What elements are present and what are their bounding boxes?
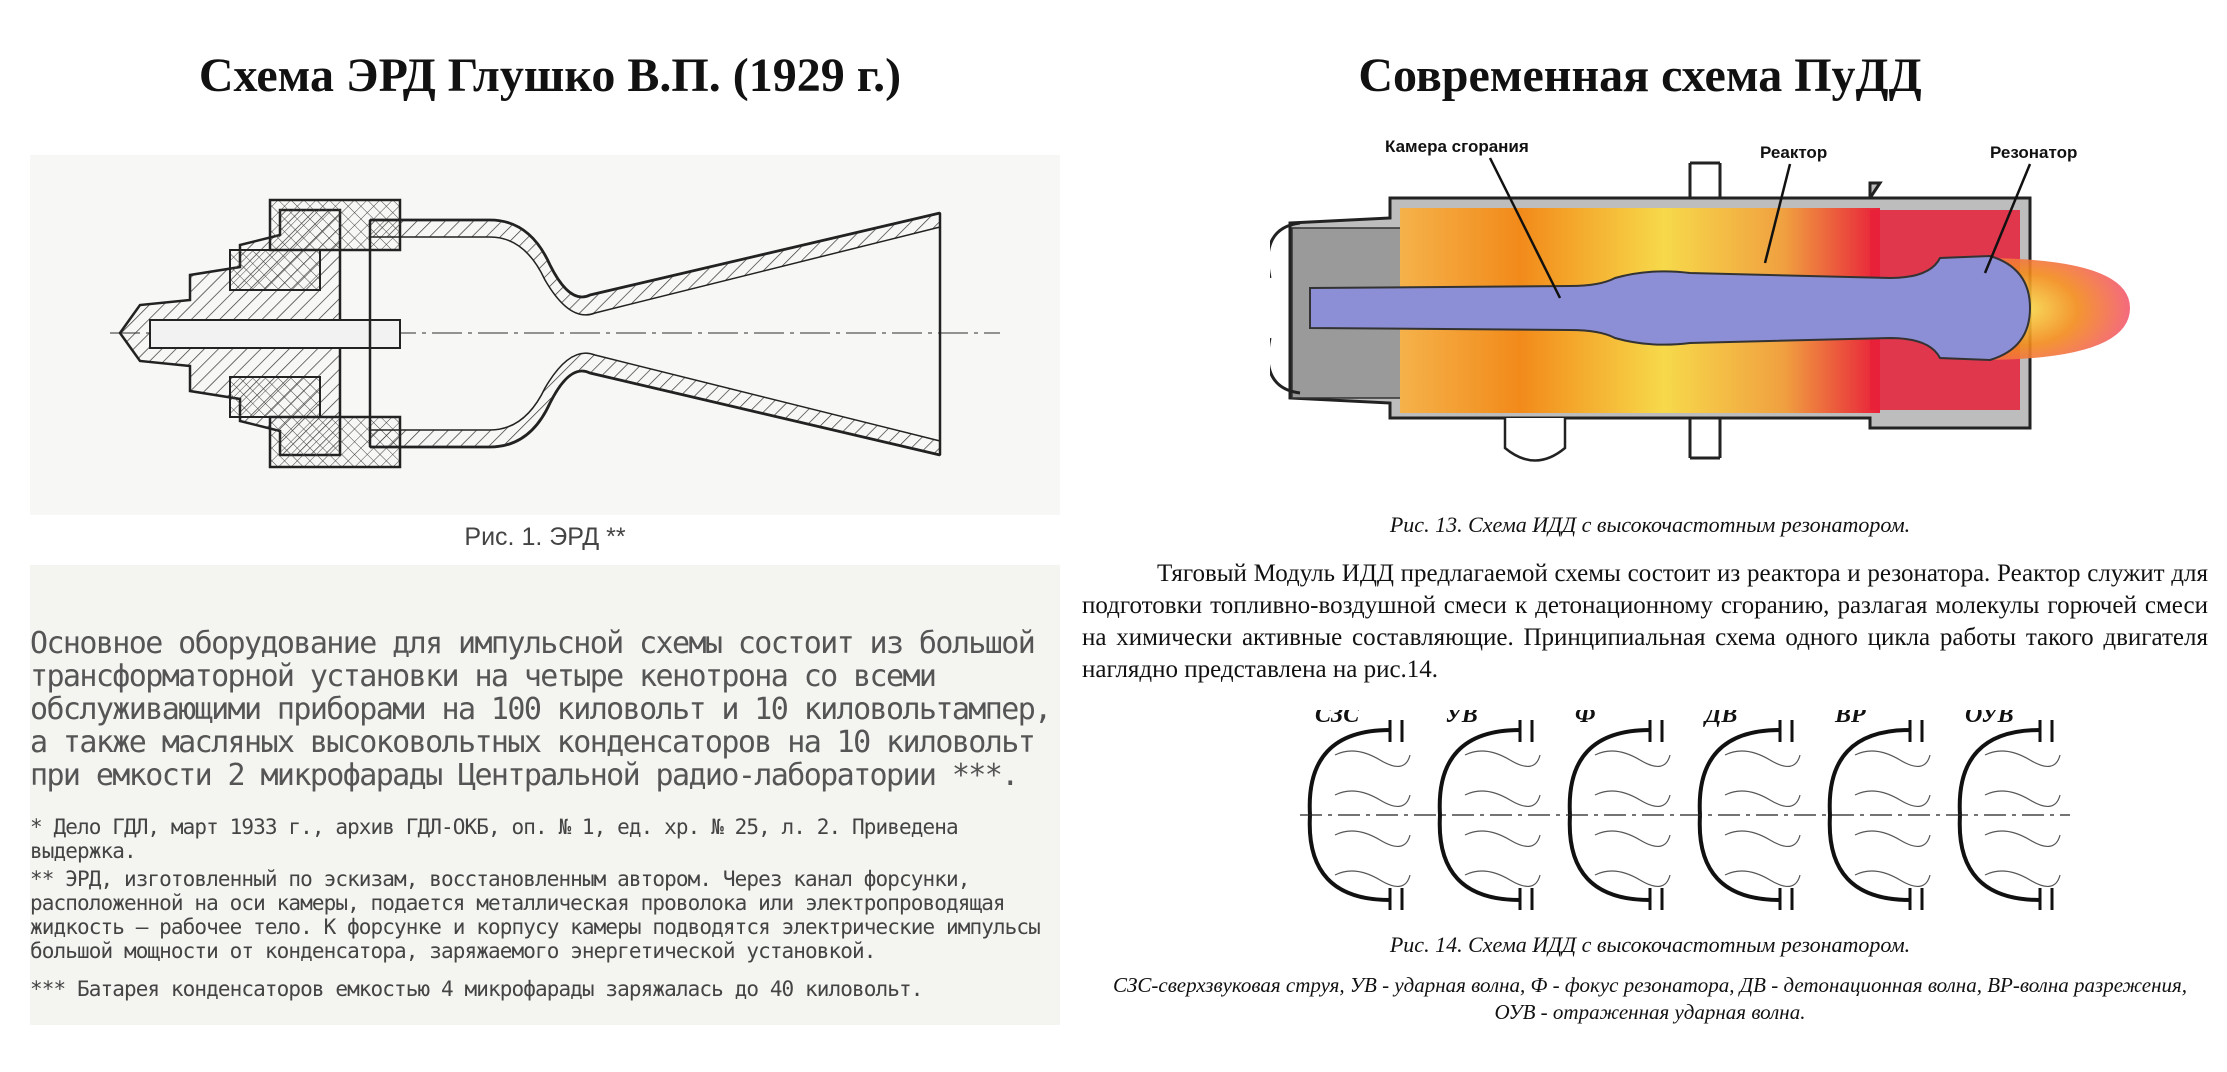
flow-line [1725, 791, 1800, 806]
flow-line [1595, 791, 1670, 806]
footnote-2: ** ЭРД, изготовленный по эскизам, восстановленным автором. Через канал форсунки, расположенной на оси камеры, подается металлическая проволока или электропроводящая жидкость — рабочее тело. К форсунке и корпусу камеры подводятся электрические импульсы большой мощности от конденсатора, заряжаемого энергетической установкой. [30, 867, 1040, 963]
left-title: Схема ЭРД Глушко В.П. (1929 г.) [198, 49, 902, 102]
flow-line [1725, 871, 1800, 886]
body-paragraph: Тяговый Модуль ИДД предлагаемой схемы состоит из реактора и резонатора. Реактор служит для подготовки топливно-воздушной смеси к детонационному сгоранию, разлагая молекулы горючей смеси на химически активные составляющие. Принципиальная схема одного цикла работы такого двигателя наглядно представлена на рис.14. [1082, 560, 2208, 683]
flow-line [1855, 871, 1930, 886]
erd-drawing [30, 155, 1060, 515]
flow-line [1335, 871, 1410, 886]
scan-paragraph: Основное оборудование для импульсной схемы состоит из большой трансформаторной установки на четыре кенотрона со всеми обслуживающими приборами на 100 киловольт и 10 киловольтампер, а также масляных высоковольтных конденсаторов на 10 киловольт при емкости 2 микрофарады Центральной радио-лаборатории ***. [30, 626, 1051, 793]
pudd-engine-diagram [1270, 128, 2130, 488]
right-title: Современная схема ПуДД [1358, 49, 1922, 102]
flow-line [1465, 791, 1540, 806]
flow-line [1855, 751, 1930, 766]
scanned-text-block [30, 565, 1060, 1025]
footnote-1: * Дело ГДЛ, март 1933 г., архив ГДЛ-ОКБ, оп. № 1, ед. хр. № 25, л. 2. Приведена выдержка. [30, 815, 958, 863]
flow-line [1335, 791, 1410, 806]
figure14-caption: Рис. 14. Схема ИДД с высокочастотным резонатором. [1389, 932, 1911, 957]
flow-line [1985, 751, 2060, 766]
abbreviation-legend: СЗС-сверхзвуковая струя, УВ - ударная волна, Ф - фокус резонатора, ДВ - детонационная волна, ВР-волна разрежения, ОУВ - отраженная ударная волна. [1112, 973, 2188, 1024]
cycle-panel [1960, 710, 2060, 910]
wave-label: УВ [1445, 710, 1478, 728]
flow-line [1335, 751, 1410, 766]
figure1-caption: Рис. 1. ЭРД ** [464, 523, 626, 551]
wave-label: ВР [1835, 710, 1866, 728]
cycle-panel [1440, 710, 1540, 910]
flow-line [1465, 871, 1540, 886]
flow-line [1725, 751, 1800, 766]
flow-line [1855, 791, 1930, 806]
flow-line [1725, 831, 1800, 846]
flow-line [1465, 751, 1540, 766]
cycle-panel [1700, 710, 1800, 910]
cycle-panel [1310, 710, 1410, 910]
wave-label: ОУВ [1965, 710, 2014, 728]
flow-line [1985, 791, 2060, 806]
figure13-caption: Рис. 13. Схема ИДД с высокочастотным резонатором. [1389, 512, 1911, 537]
label-reactor: Реактор [1760, 143, 1828, 162]
cycle-panel [1830, 710, 1930, 910]
flow-line [1595, 831, 1670, 846]
wave-label: СЗС [1315, 710, 1360, 728]
flow-line [1335, 831, 1410, 846]
cycle-diagram [1280, 710, 2080, 925]
cycle-panel [1570, 710, 1670, 910]
flow-line [1985, 831, 2060, 846]
footnote-3: *** Батарея конденсаторов емкостью 4 микрофарады заряжалась до 40 киловольт. [30, 977, 923, 1001]
wave-label: Ф [1575, 710, 1596, 728]
flow-line [1465, 831, 1540, 846]
flow-line [1985, 871, 2060, 886]
flow-line [1595, 871, 1670, 886]
label-chamber: Камера сгорания [1385, 137, 1529, 156]
wave-label: ДВ [1705, 710, 1738, 728]
label-resonator: Резонатор [1990, 143, 2078, 162]
flow-line [1855, 831, 1930, 846]
flow-line [1595, 751, 1670, 766]
